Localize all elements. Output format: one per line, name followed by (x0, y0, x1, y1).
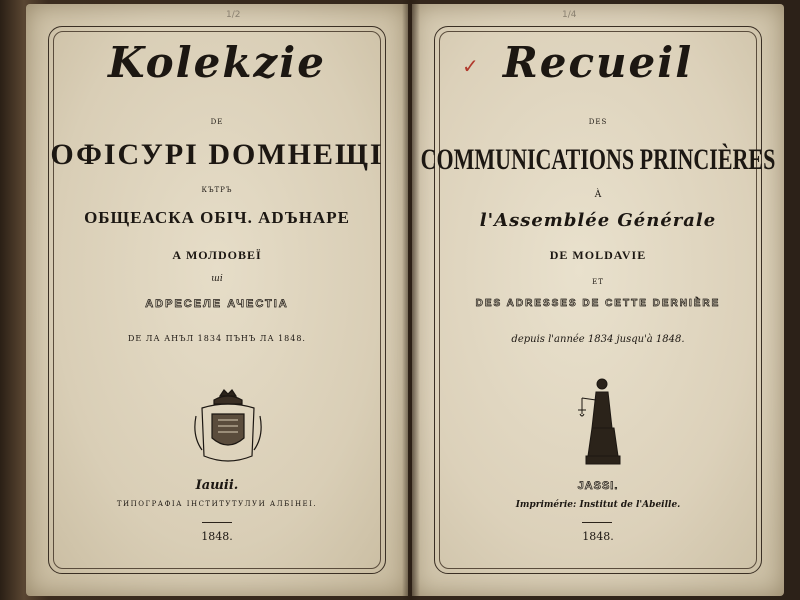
right-page (412, 4, 784, 596)
right-line3: l'Assemblée Générale (479, 210, 717, 231)
pencil-note-right: 1/4 (562, 10, 577, 20)
right-rule (582, 522, 612, 523)
right-et: ET (592, 278, 604, 286)
right-printer: Imprimérie: Institut de l'Abeille. (515, 500, 681, 510)
book-gutter (402, 0, 420, 600)
left-page (26, 4, 408, 596)
left-line5: АDРЕСЕЛЕ АЧЕСТІА (145, 298, 289, 310)
coat-of-arms-icon (190, 386, 266, 466)
right-des: DES (588, 118, 608, 126)
left-title: Kolekzie (108, 38, 326, 87)
left-katre: КЪТРЪ (201, 186, 233, 194)
left-shi: ші (211, 274, 223, 284)
left-line3: ОБЩЕАСКА ОБІЧ. АDЪНАРЕ (84, 208, 350, 227)
left-rule (202, 522, 232, 523)
red-check-mark: ✓ (462, 54, 479, 78)
justice-figure-icon (578, 374, 622, 470)
open-book (6, 0, 794, 600)
right-a: À (594, 190, 602, 200)
left-page-content (26, 4, 408, 596)
right-page-content (412, 4, 784, 596)
right-dates: depuis l'année 1834 jusqu'à 1848. (511, 334, 685, 345)
pencil-note-left: 1/2 (226, 10, 241, 20)
left-printer: ТИПОГРАФІА ІНСТИТУТУЛУИ АЛБІНЕІ. (116, 500, 318, 508)
right-line5: DES ADRESSES DE CETTE DERNIÈRE (475, 298, 721, 309)
left-dates: DЕ ЛА АНЪЛ 1834 ПЪНЪ ЛА 1848. (128, 334, 306, 343)
right-place: JASSI. (577, 480, 619, 492)
left-main-heading: ОФІСУРІ DОМНЕЩІ (50, 138, 384, 171)
right-year: 1848. (582, 530, 614, 543)
left-de: DE (210, 118, 224, 126)
right-title: Recueil (502, 38, 694, 87)
right-main-heading: COMMUNICATIONS PRINCIÈRES (420, 142, 776, 176)
right-line4: DE MOLDAVIE (549, 248, 647, 262)
left-year: 1848. (201, 530, 233, 543)
left-place: Iaшii. (195, 478, 239, 493)
left-line4: А МОЛDОВЕЇ (172, 248, 262, 262)
